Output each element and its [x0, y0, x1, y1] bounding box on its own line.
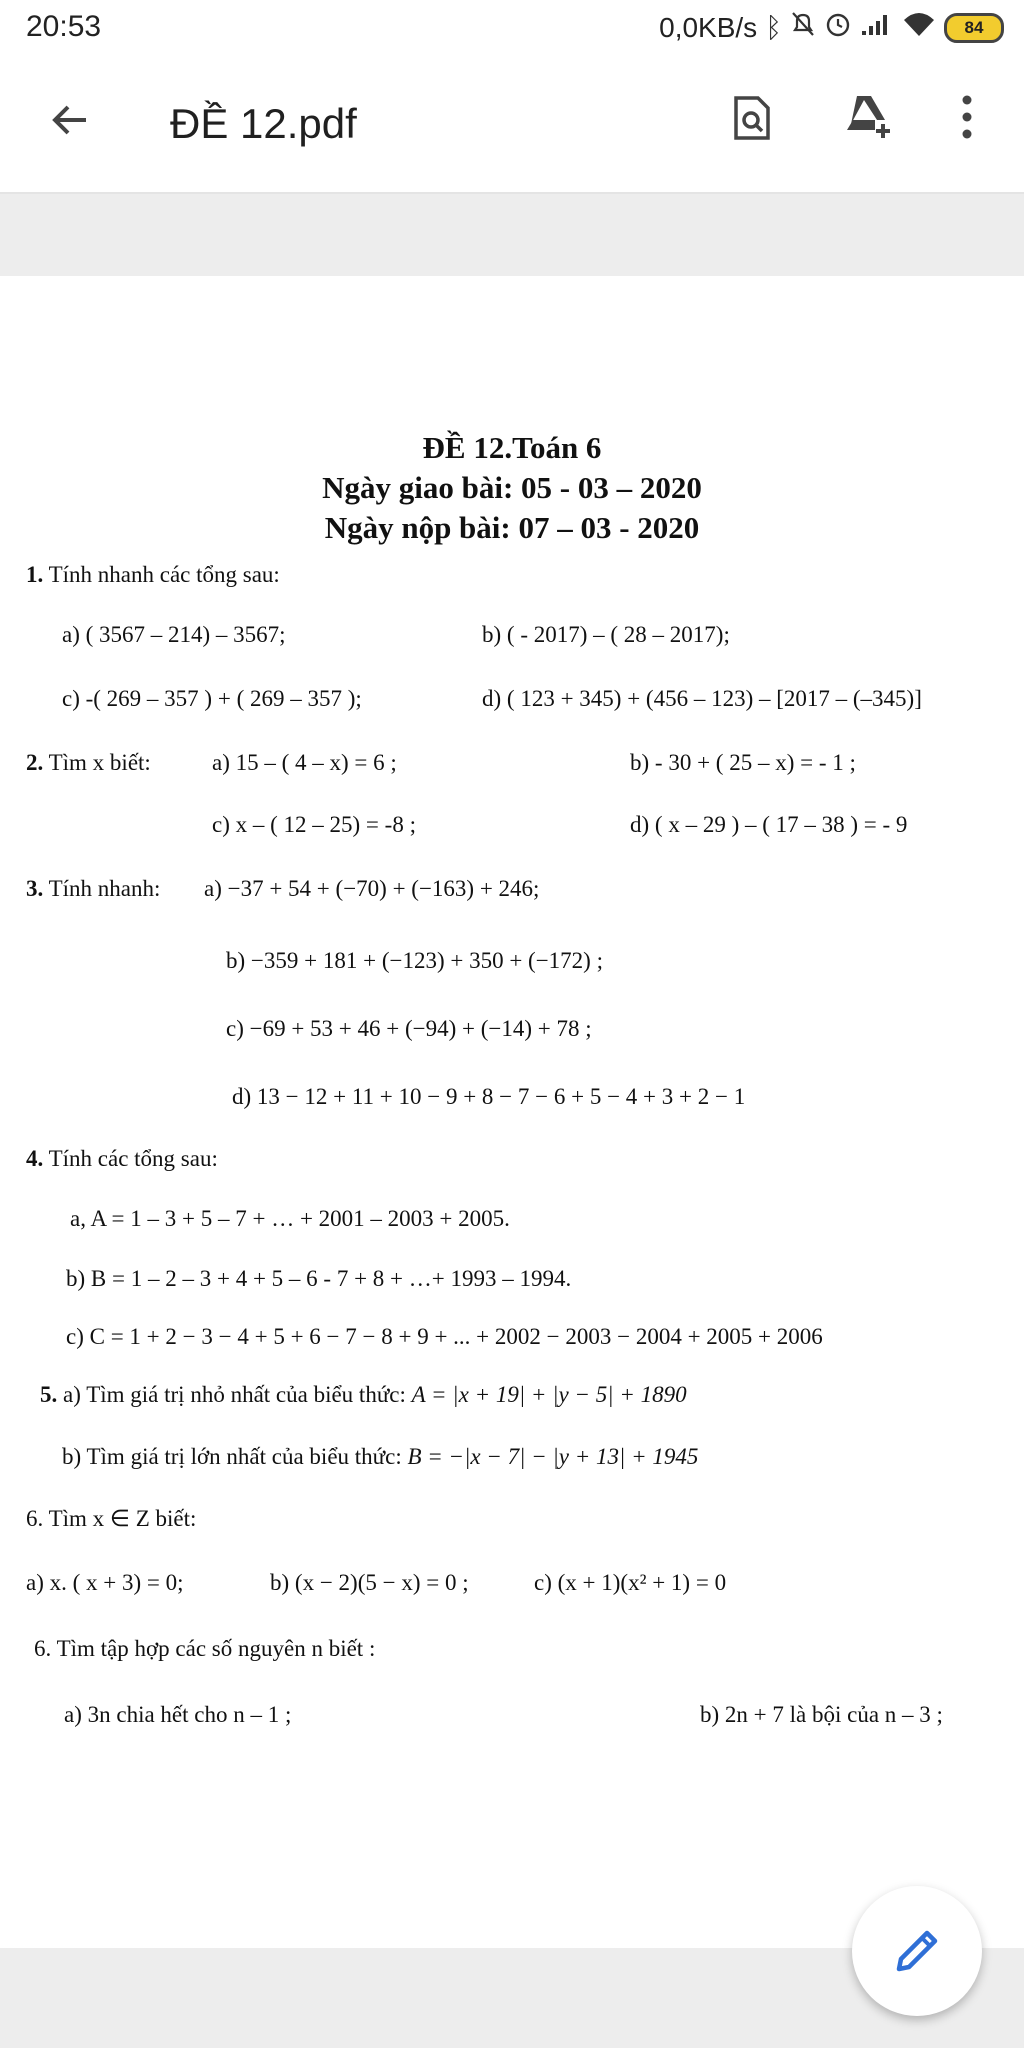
- q7-title: 6. Tìm tập hợp các số nguyên n biết :: [34, 1636, 376, 1661]
- q2-title: 2. Tìm x biết:: [26, 750, 151, 775]
- network-speed: 0,0KB/s: [659, 11, 758, 43]
- status-time: 20:53: [26, 10, 102, 43]
- q3-c: c) −69 + 53 + 46 + (−94) + (−14) + 78 ;: [226, 1016, 592, 1041]
- doc-heading-1: ĐỀ 12.Toán 6: [422, 430, 602, 465]
- q6-title: 6. Tìm x ∈ Z biết:: [26, 1506, 197, 1531]
- page-gap: [0, 194, 1024, 276]
- q4-title: 4. Tính các tổng sau:: [26, 1146, 218, 1171]
- drive-add-icon[interactable]: [835, 94, 899, 158]
- wifi-icon: [902, 10, 936, 45]
- arrow-left-icon[interactable]: [40, 96, 100, 156]
- edit-pencil-icon: [889, 1923, 945, 1984]
- q1-title: 1. Tính nhanh các tổng sau:: [26, 562, 280, 587]
- q7-b: b) 2n + 7 là bội của n – 3 ;: [700, 1702, 943, 1727]
- status-icons: [659, 10, 1004, 45]
- q6-b: b) (x − 2)(5 − x) = 0 ;: [270, 1570, 469, 1595]
- q3-b: b) −359 + 181 + (−123) + 350 + (−172) ;: [226, 948, 603, 973]
- q1-a: a) ( 3567 – 214) – 3567;: [62, 622, 286, 647]
- q4-c: c) C = 1 + 2 − 3 − 4 + 5 + 6 − 7 − 8 + 9 + ... + 2002 − 2003 − 2004 + 2005 + 2006: [66, 1324, 823, 1349]
- q3-title: 3. Tính nhanh:: [26, 876, 161, 901]
- doc-heading-3: Ngày nộp bài: 07 – 03 - 2020: [324, 510, 700, 545]
- signal-icon: [860, 11, 894, 44]
- notifications-off-icon: [790, 10, 816, 45]
- q2-a: a) 15 – ( 4 – x) = 6 ;: [212, 750, 397, 775]
- q5-a: 5. a) Tìm giá trị nhỏ nhất của biểu thức: A = |x + 19| + |y − 5| + 1890: [40, 1382, 687, 1407]
- q4-b: b) B = 1 – 2 – 3 + 4 + 5 – 6 - 7 + 8 + …+ 1993 – 1994.: [66, 1266, 572, 1291]
- q3-a: a) −37 + 54 + (−70) + (−163) + 246;: [204, 876, 540, 901]
- doc-heading-2: Ngày giao bài: 05 - 03 – 2020: [322, 470, 702, 505]
- q7-a: a) 3n chia hết cho n – 1 ;: [64, 1702, 292, 1727]
- q2-c: c) x – ( 12 – 25) = -8 ;: [212, 812, 416, 837]
- q1-b: b) ( - 2017) – ( 28 – 2017);: [482, 622, 730, 647]
- q3-d: d) 13 − 12 + 11 + 10 − 9 + 8 − 7 − 6 + 5 − 4 + 3 + 2 − 1: [232, 1084, 746, 1109]
- pdf-page: [0, 276, 1024, 1948]
- q2-d: d) ( x – 29 ) – ( 17 – 38 ) = - 9: [630, 812, 908, 837]
- bluetooth-icon: ᛒ: [765, 11, 782, 43]
- q4-a: a, A = 1 – 3 + 5 – 7 + … + 2001 – 2003 + 2005.: [70, 1206, 510, 1231]
- app-bar: [0, 56, 1024, 194]
- battery-icon: 84: [944, 13, 1004, 43]
- edit-fab-button[interactable]: [852, 1886, 982, 2016]
- q1-d: d) ( 123 + 345) + (456 – 123) – [2017 – (–345)]: [482, 686, 922, 711]
- q2-b: b) - 30 + ( 25 – x) = - 1 ;: [630, 750, 856, 775]
- search-document-icon[interactable]: [720, 94, 784, 158]
- document-title: ĐỀ 12.pdf: [170, 100, 357, 147]
- q5-b: b) Tìm giá trị lớn nhất của biểu thức: B = −|x − 7| − |y + 13| + 1945: [62, 1444, 699, 1469]
- more-vert-icon[interactable]: [935, 94, 999, 158]
- q1-c: c) -( 269 – 357 ) + ( 269 – 357 );: [62, 686, 362, 711]
- q6-c: c) (x + 1)(x² + 1) = 0: [534, 1570, 727, 1595]
- alarm-icon: [824, 10, 852, 45]
- status-bar: [0, 0, 1024, 56]
- q6-a: a) x. ( x + 3) = 0;: [26, 1570, 184, 1595]
